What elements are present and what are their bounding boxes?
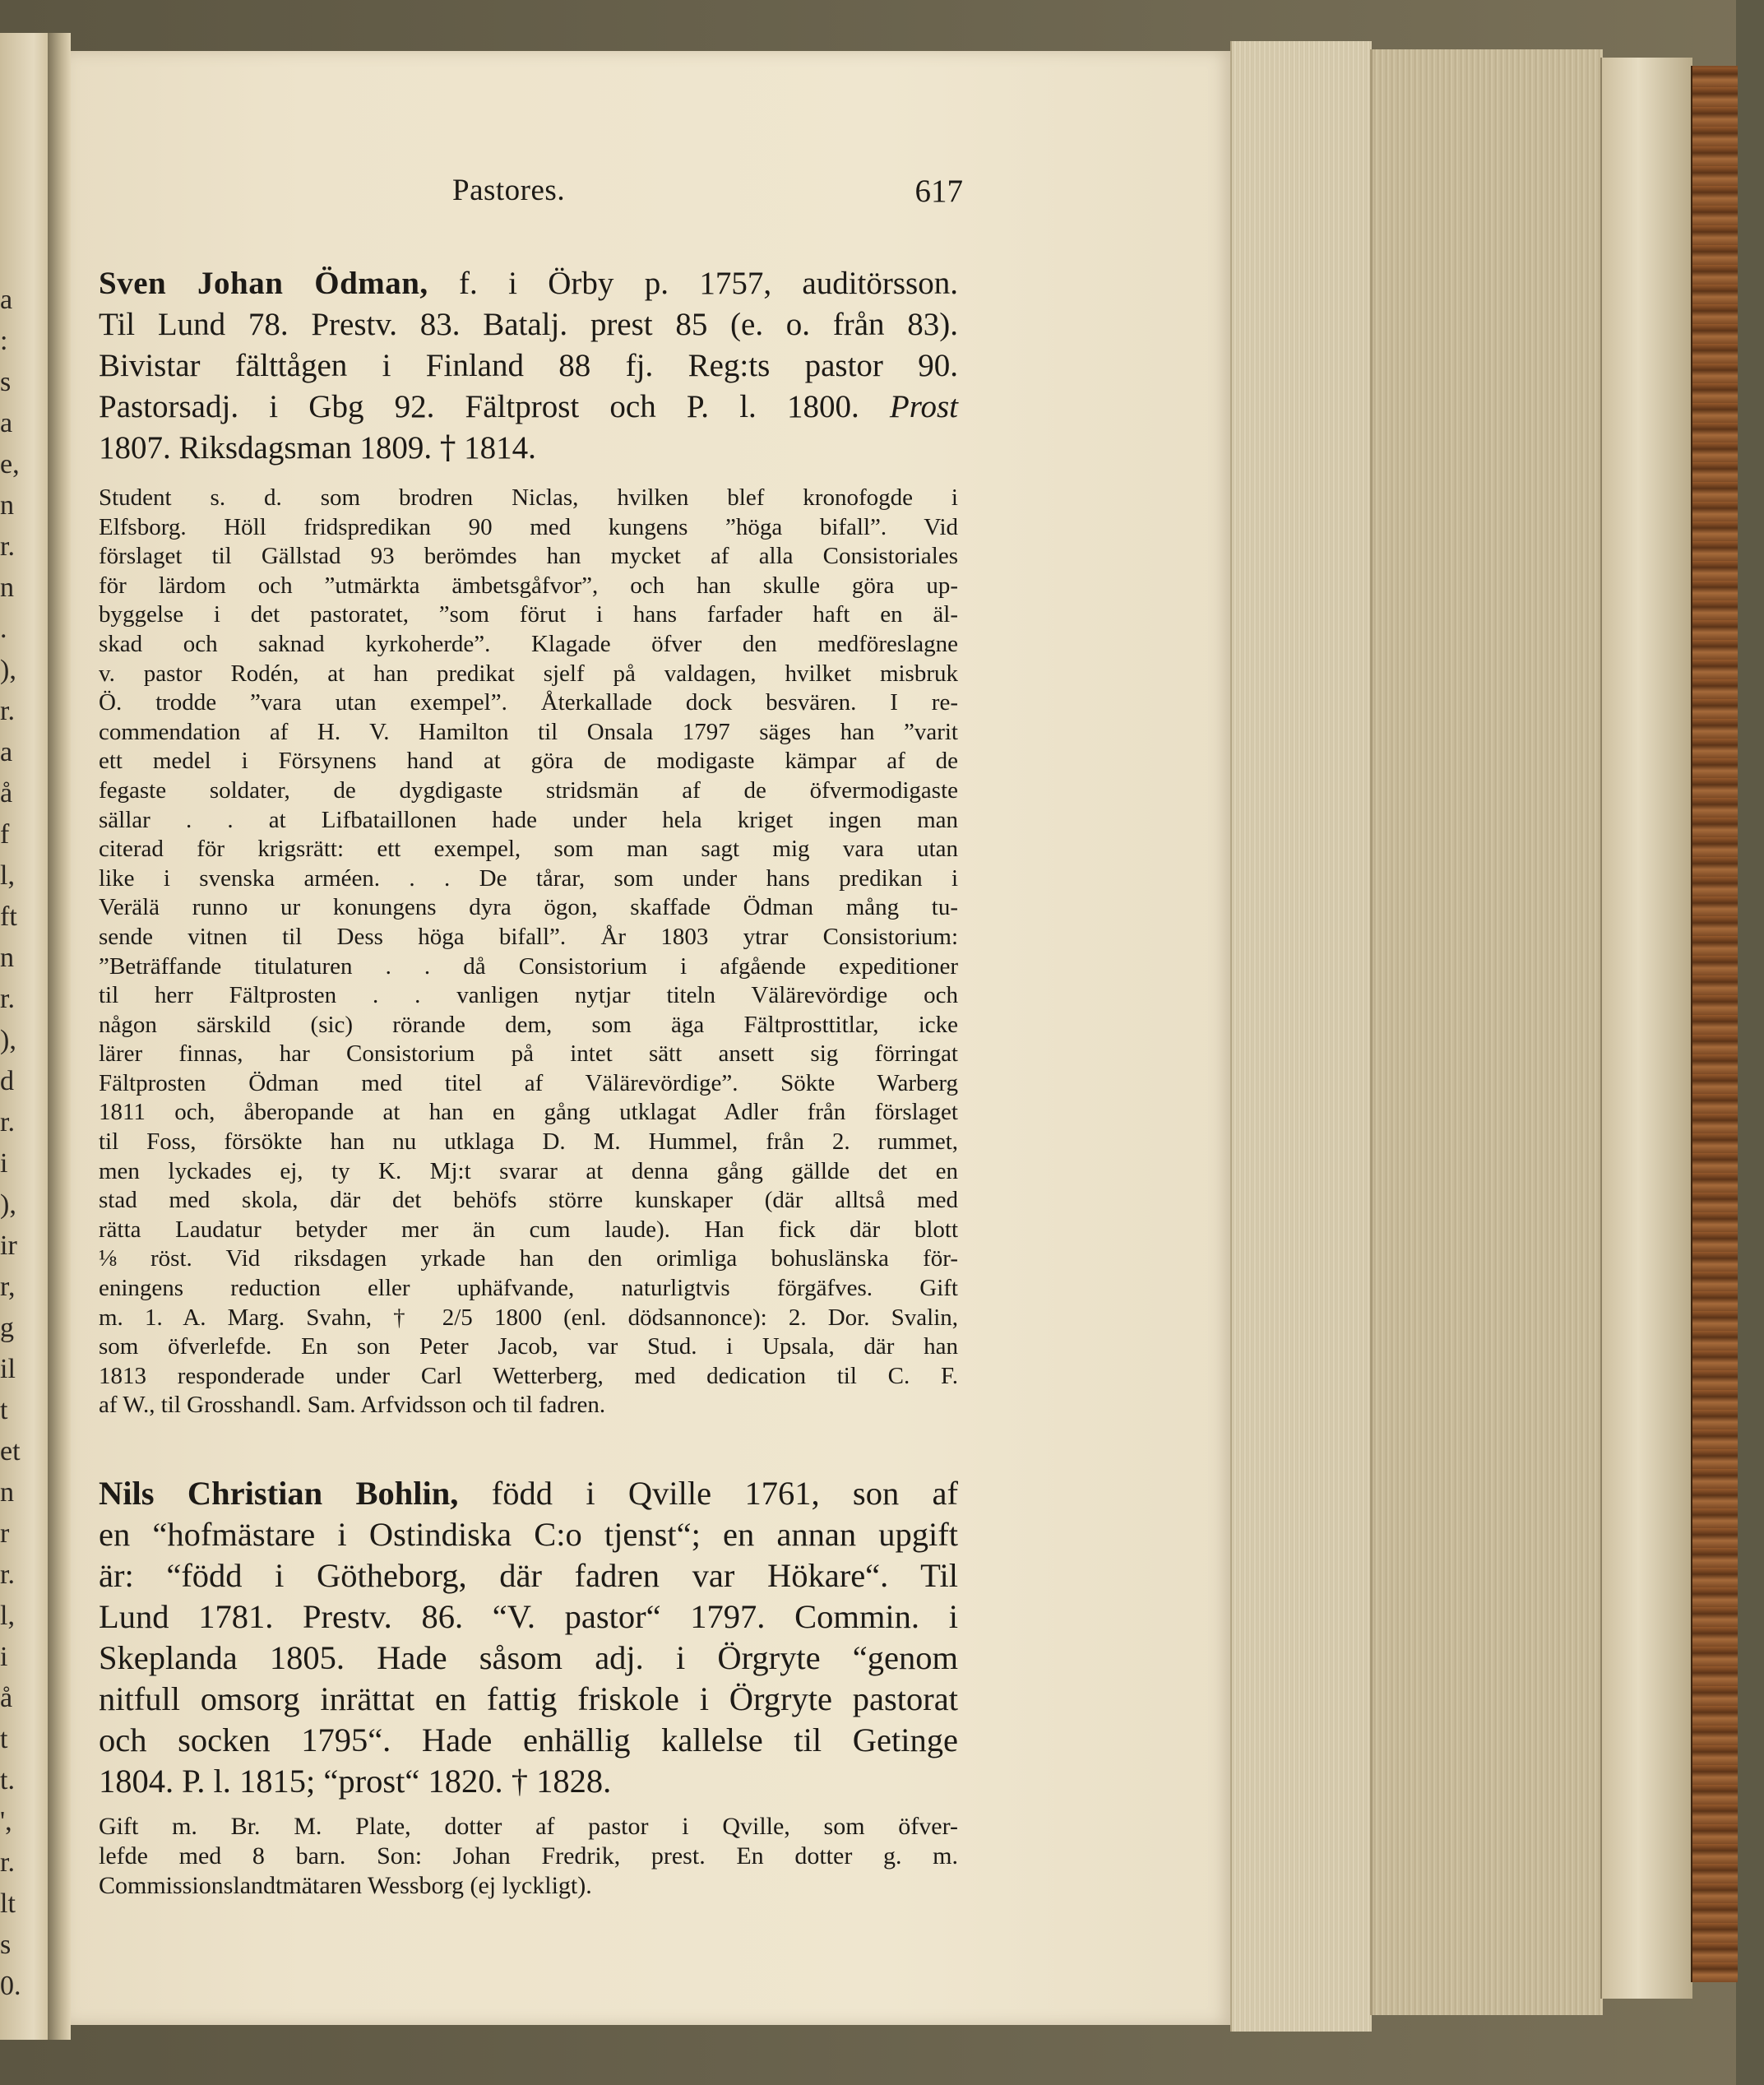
margin-letter: t: [0, 1724, 8, 1754]
text-line: lärer finnas, har Consistorium på intet sätt ansett sig förringat: [99, 1040, 958, 1068]
margin-letter: a: [0, 408, 13, 438]
heading-text: 1814.: [456, 430, 536, 466]
text-line: Skeplanda 1805. Hade såsom adj. i Örgryte “genom: [99, 1639, 958, 1676]
text-line: stad med skola, där det behöfs större kunskaper (där alltså med: [99, 1187, 958, 1214]
text-line: lefde med 8 barn. Son: Johan Fredrik, prest. En dotter g. m.: [99, 1842, 958, 1870]
margin-letter: å: [0, 1683, 13, 1713]
margin-letter: i: [0, 1642, 8, 1672]
text-line: 1813 responderade under Carl Wetterberg, med dedication til C. F.: [99, 1362, 958, 1389]
heading-line: [99, 263, 958, 304]
book-gutter: [48, 33, 71, 2040]
text-line: rätta Laudatur betyder mer än cum laude). Han fick där blott: [99, 1216, 958, 1243]
heading-text: 1807. Riksdagsman 1809.: [99, 430, 440, 466]
margin-letter: i: [0, 1148, 8, 1179]
left-margin-letters: [0, 280, 25, 2007]
heading-line: [99, 428, 958, 469]
text-line: och socken 1795“. Hade enhällig kallelse til Getinge: [99, 1721, 958, 1758]
text-line: Ö. trodde ”vara utan exempel”. Återkallade dock besvären. I re-: [99, 689, 958, 716]
text-line: ”Beträffande titulaturen . . då Consistorium i afgående expeditioner: [99, 952, 958, 980]
text-line: förslaget til Gällstad 93 berömdes han mycket af alla Consistoriales: [99, 543, 958, 570]
margin-letter: lt: [0, 1888, 16, 1919]
person-name: Nils Christian Bohlin,: [99, 1475, 459, 1512]
margin-letter: a: [0, 737, 13, 767]
margin-letter: r: [0, 1518, 10, 1549]
text-line: til Foss, försökte han nu utklaga D. M. Hummel, från 2. rummet,: [99, 1128, 958, 1156]
margin-letter: ir: [0, 1230, 17, 1261]
text-line: 1804. P. l. 1815; “prost“ 1820. † 1828.: [99, 1763, 612, 1800]
text-line: ett medel i Försynens hand at göra de modigaste kämpar af de: [99, 748, 958, 775]
margin-letter: r.: [0, 1559, 15, 1590]
text-line: citerad för krigsrätt: ett exempel, som man sagt mig vara utan: [99, 836, 958, 863]
entry-bohlin-body: [99, 1812, 958, 1901]
text-line: nitfull omsorg inrättat en fattig friskole i Örgryte pastorat: [99, 1680, 958, 1717]
text-line: någon särskild (sic) rörande dem, som äga Fältprosttitlar, icke: [99, 1011, 958, 1038]
text-line: Lund 1781. Prestv. 86. “V. pastor“ 1797. Commin. i: [99, 1598, 958, 1635]
text-line: fegaste soldater, de dygdigaste stridsmän af de öfvermodigaste: [99, 776, 958, 804]
margin-letter: d: [0, 1066, 14, 1096]
text-line: är: “född i Götheborg, där fadren var Hökare“. Til: [99, 1557, 958, 1594]
text-line: sende vitnen til Dess höga bifall”. År 1803 ytrar Consistorium:: [99, 923, 958, 950]
margin-letter: n: [0, 490, 14, 521]
death-cross-icon: †: [439, 429, 456, 466]
text-line: skad och saknad kyrkoherde”. Klagade öfver den medföreslagne: [99, 630, 958, 657]
text-line: Gift m. Br. M. Plate, dotter af pastor i Qville, som öfver-: [99, 1813, 958, 1840]
heading-line: [99, 387, 958, 428]
scan-right-edge: [1736, 0, 1764, 2085]
heading-line: Bivistar fälttågen i Finland 88 fj. Reg:ts pastor 90.: [99, 348, 958, 383]
margin-letter: n: [0, 572, 14, 603]
book-cover-board: [1600, 58, 1692, 1999]
margin-letter: ),: [0, 1189, 16, 1220]
margin-letter: e,: [0, 449, 20, 480]
text-line: v. pastor Rodén, at han predikat sjelf på valdagen, hvilket misbruk: [99, 660, 958, 687]
text-line: commendation af H. V. Hamilton til Onsala 1797 säges han ”varit: [99, 718, 958, 745]
running-head: [99, 173, 963, 230]
text-line: Fältprosten Ödman med titel af Välärevördige”. Sökte Warberg: [99, 1069, 958, 1096]
prost-italic: Prost: [889, 389, 958, 424]
page-number: 617: [914, 174, 963, 209]
margin-letter: 0.: [0, 1971, 21, 2001]
margin-letter: r.: [0, 1847, 15, 1878]
margin-letter: f: [0, 819, 10, 850]
margin-letter: ),: [0, 1025, 16, 1055]
entry-oedman-body: [99, 484, 958, 1420]
text-line: men lyckades ej, ty K. Mj:t svarar at denna gång gällde det en: [99, 1157, 958, 1184]
page-block-edges-outer: [1370, 49, 1603, 2015]
margin-letter: n: [0, 1477, 14, 1508]
margin-letter: l,: [0, 1601, 15, 1631]
margin-letter: ft: [0, 901, 17, 932]
margin-letter: r.: [0, 1107, 15, 1137]
margin-letter: .: [0, 614, 7, 644]
text-line: Commissionslandtmätaren Wessborg (ej lyckligt).: [99, 1872, 592, 1899]
person-name: Sven Johan Ödman,: [99, 266, 428, 301]
margin-letter: il: [0, 1354, 16, 1384]
text-line: sällar . . at Lifbataillonen hade under hela kriget ingen man: [99, 806, 958, 833]
text-line: eningens reduction eller uphäfvande, naturligtvis förgäfves. Gift: [99, 1275, 958, 1302]
text-line: Elfsborg. Höll fridspredikan 90 med kungens ”höga bifall”. Vid: [99, 513, 958, 540]
text-line: m. 1. A. Marg. Svahn, † 2/5 1800 (enl. dödsannonce): 2. Dor. Svalin,: [99, 1304, 958, 1331]
heading-text: f. i Örby p. 1757, auditörsson.: [428, 266, 958, 301]
text-line: like i svenska arméen. . . De tårar, som under hans predikan i: [99, 864, 958, 892]
heading-line: Til Lund 78. Prestv. 83. Batalj. prest 85 (e. o. från 83).: [99, 307, 958, 342]
margin-letter: a: [0, 285, 13, 315]
margin-letter: :: [0, 326, 8, 356]
margin-letter: et: [0, 1436, 21, 1466]
text-line: som öfverlefde. En son Peter Jacob, var Stud. i Upsala, där han: [99, 1333, 958, 1360]
margin-letter: ),: [0, 655, 16, 685]
margin-letter: s: [0, 367, 12, 397]
text-line: för lärdom och ”utmärkta ämbetsgåfvor”, och han skulle göra up-: [99, 572, 958, 599]
margin-letter: l,: [0, 860, 15, 891]
margin-letter: t: [0, 1395, 8, 1425]
margin-letter: r.: [0, 531, 15, 562]
margin-letter: ',: [0, 1806, 12, 1837]
text-line: byggelse i det pastoratet, ”som förut i hans farfader haft en äl-: [99, 601, 958, 628]
text-line: 1811 och, åberopande at han en gång utklagat Adler från förslaget: [99, 1099, 958, 1126]
text-line: til herr Fältprosten . . vanligen nytjar titeln Välärevördige och: [99, 982, 958, 1009]
margin-letter: r.: [0, 984, 15, 1014]
margin-letter: t.: [0, 1765, 15, 1795]
text-line: en “hofmästare i Ostindiska C:o tjenst“; en annan upgift: [99, 1516, 958, 1553]
heading-line: [99, 1473, 958, 1514]
heading-text: född i Qville 1761, son af: [458, 1475, 958, 1512]
page-block-edges: [1230, 41, 1372, 2032]
margin-letter: g: [0, 1313, 14, 1343]
text-line: af W., til Grosshandl. Sam. Arfvidsson och til fadren.: [99, 1392, 606, 1419]
entry-oedman-heading: [99, 263, 958, 469]
text-line: ⅛ röst. Vid riksdagen yrkade han den orimliga bohuslänska för-: [99, 1245, 958, 1272]
text-line: Student s. d. som brodren Niclas, hvilken blef kronofogde i: [99, 484, 958, 511]
heading-text: Pastorsadj. i Gbg 92. Fältprost och P. l. 1800.: [99, 389, 890, 424]
margin-letter: s: [0, 1930, 12, 1960]
running-head-title: Pastores.: [452, 174, 566, 207]
left-facing-page: [0, 33, 50, 2040]
text-line: Verälä runno ur konungens dyra ögon, skaffade Ödman mång tu-: [99, 894, 958, 921]
margin-letter: n: [0, 943, 14, 973]
margin-letter: r.: [0, 696, 15, 726]
margin-letter: å: [0, 778, 13, 809]
margin-letter: r,: [0, 1272, 16, 1302]
page-content: [99, 173, 963, 1901]
book-spine-marbled: [1691, 66, 1738, 1982]
entry-bohlin-heading: [99, 1473, 958, 1802]
